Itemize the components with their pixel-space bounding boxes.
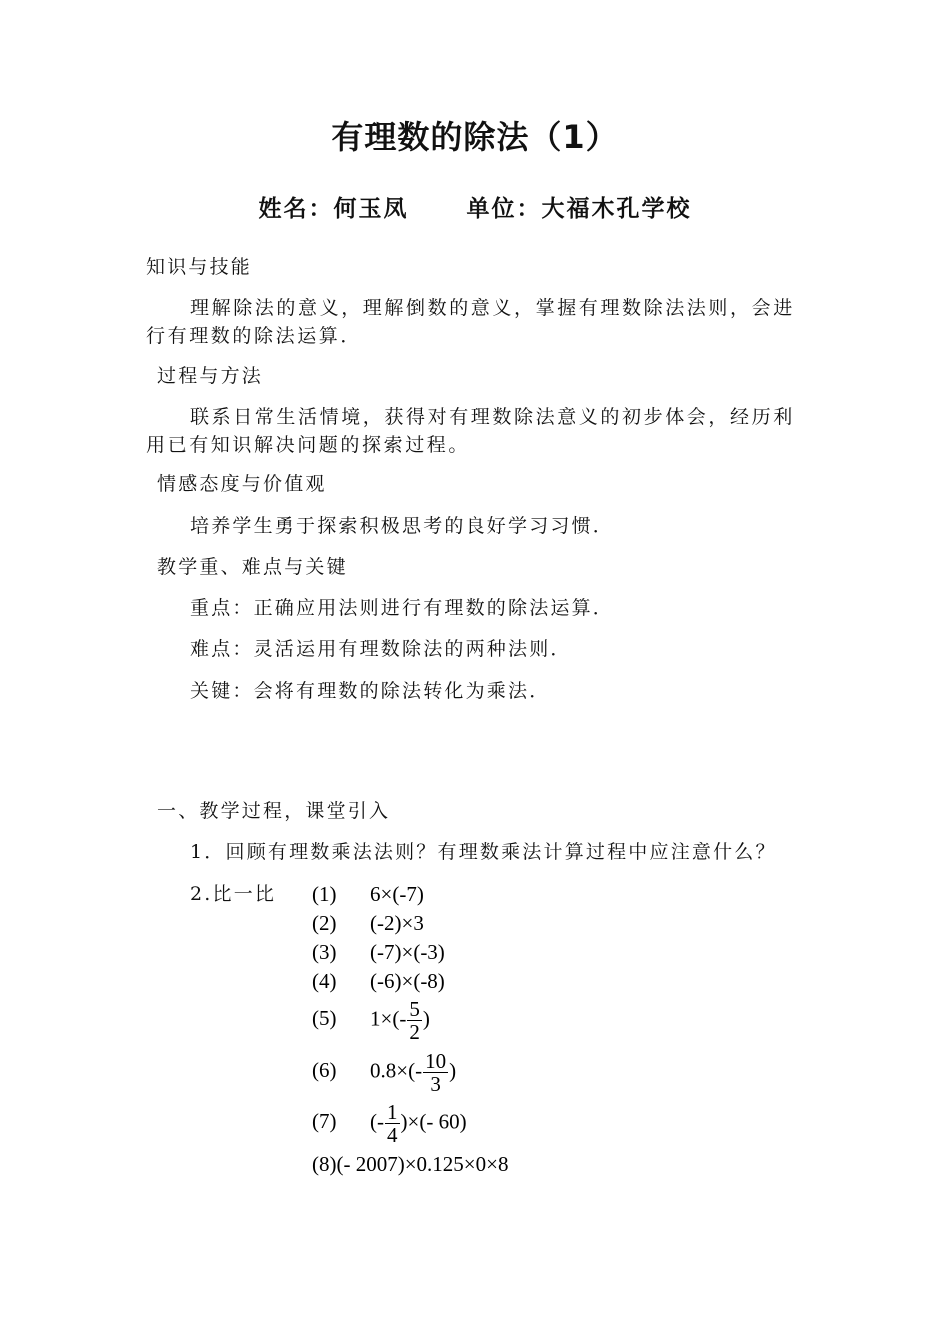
author-unit: 单位：大福木孔学校 xyxy=(466,196,692,222)
fraction xyxy=(423,1050,448,1095)
fraction-denominator: 3 xyxy=(430,1072,441,1096)
exercise-number: (4) xyxy=(312,969,337,993)
fraction xyxy=(385,1101,400,1146)
exercise-number: (1) xyxy=(312,882,337,906)
exercise-number: (6) xyxy=(312,1058,337,1083)
page-title: 有理数的除法（1） xyxy=(331,118,619,156)
fraction-denominator: 2 xyxy=(409,1020,420,1044)
question-2: 2.比一比 xyxy=(190,883,277,905)
exercise-expression-suffix: ) xyxy=(449,1058,457,1083)
exercise-8 xyxy=(312,1152,509,1177)
exercise-4 xyxy=(312,969,445,994)
exercise-expression-suffix: ) xyxy=(422,1006,430,1031)
author-line xyxy=(0,190,950,223)
exercise-expression-suffix: )×(- 60) xyxy=(400,1109,467,1134)
exercise-5 xyxy=(312,998,430,1043)
exercise-expression: 6×(-7) xyxy=(370,882,424,906)
exercise-expression-prefix: 0.8×(- xyxy=(370,1058,423,1083)
heading-process: 过程与方法 xyxy=(157,365,264,387)
fraction-denominator: 4 xyxy=(387,1123,398,1147)
difficulty-point: 难点：灵活运用有理数除法的两种法则． xyxy=(190,638,572,660)
paragraph-process: 联系日常生活情境，获得对有理数除法意义的初步体会，经历利用已有知识解决问题的探索过程。 xyxy=(146,406,795,456)
question-1: 1．回顾有理数乘法法则？有理数乘法计算过程中应注意什么？ xyxy=(190,841,777,863)
fraction-numerator: 10 xyxy=(425,1049,447,1073)
exercise-number: (2) xyxy=(312,911,337,935)
key-point: 关键：会将有理数的除法转化为乘法． xyxy=(190,680,551,702)
exercise-expression: (8)(- 2007)×0.125×0×8 xyxy=(312,1152,509,1176)
exercise-number: (5) xyxy=(312,1006,337,1031)
exercise-3 xyxy=(312,940,445,965)
exercise-expression: (-2)×3 xyxy=(370,911,424,935)
fraction xyxy=(407,998,422,1043)
exercise-6 xyxy=(312,1050,456,1095)
heading-teaching-process: 一、教学过程，课堂引入 xyxy=(157,800,391,822)
heading-key-points: 教学重、难点与关键 xyxy=(157,556,348,578)
exercise-expression: (-7)×(-3) xyxy=(370,940,445,964)
heading-emotion: 情感态度与价值观 xyxy=(157,473,327,495)
exercise-number: (3) xyxy=(312,940,337,964)
exercise-expression-prefix: (- xyxy=(370,1109,384,1134)
exercise-7 xyxy=(312,1101,467,1146)
paragraph-knowledge: 理解除法的意义，理解倒数的意义，掌握有理数除法法则，会进行有理数的除法运算． xyxy=(146,297,795,347)
exercise-expression: (-6)×(-8) xyxy=(370,969,445,993)
exercise-2 xyxy=(312,911,424,936)
paragraph-emotion: 培养学生勇于探索积极思考的良好学习习惯． xyxy=(190,515,615,537)
focus-point: 重点：正确应用法则进行有理数的除法运算． xyxy=(190,597,615,619)
exercise-expression-prefix: 1×(- xyxy=(370,1006,407,1031)
exercise-number: (7) xyxy=(312,1109,337,1134)
author-name: 姓名：何玉凤 xyxy=(258,196,409,222)
heading-knowledge: 知识与技能 xyxy=(146,256,253,278)
exercise-1 xyxy=(312,882,424,907)
fraction-numerator: 5 xyxy=(409,997,420,1021)
fraction-numerator: 1 xyxy=(387,1100,398,1124)
